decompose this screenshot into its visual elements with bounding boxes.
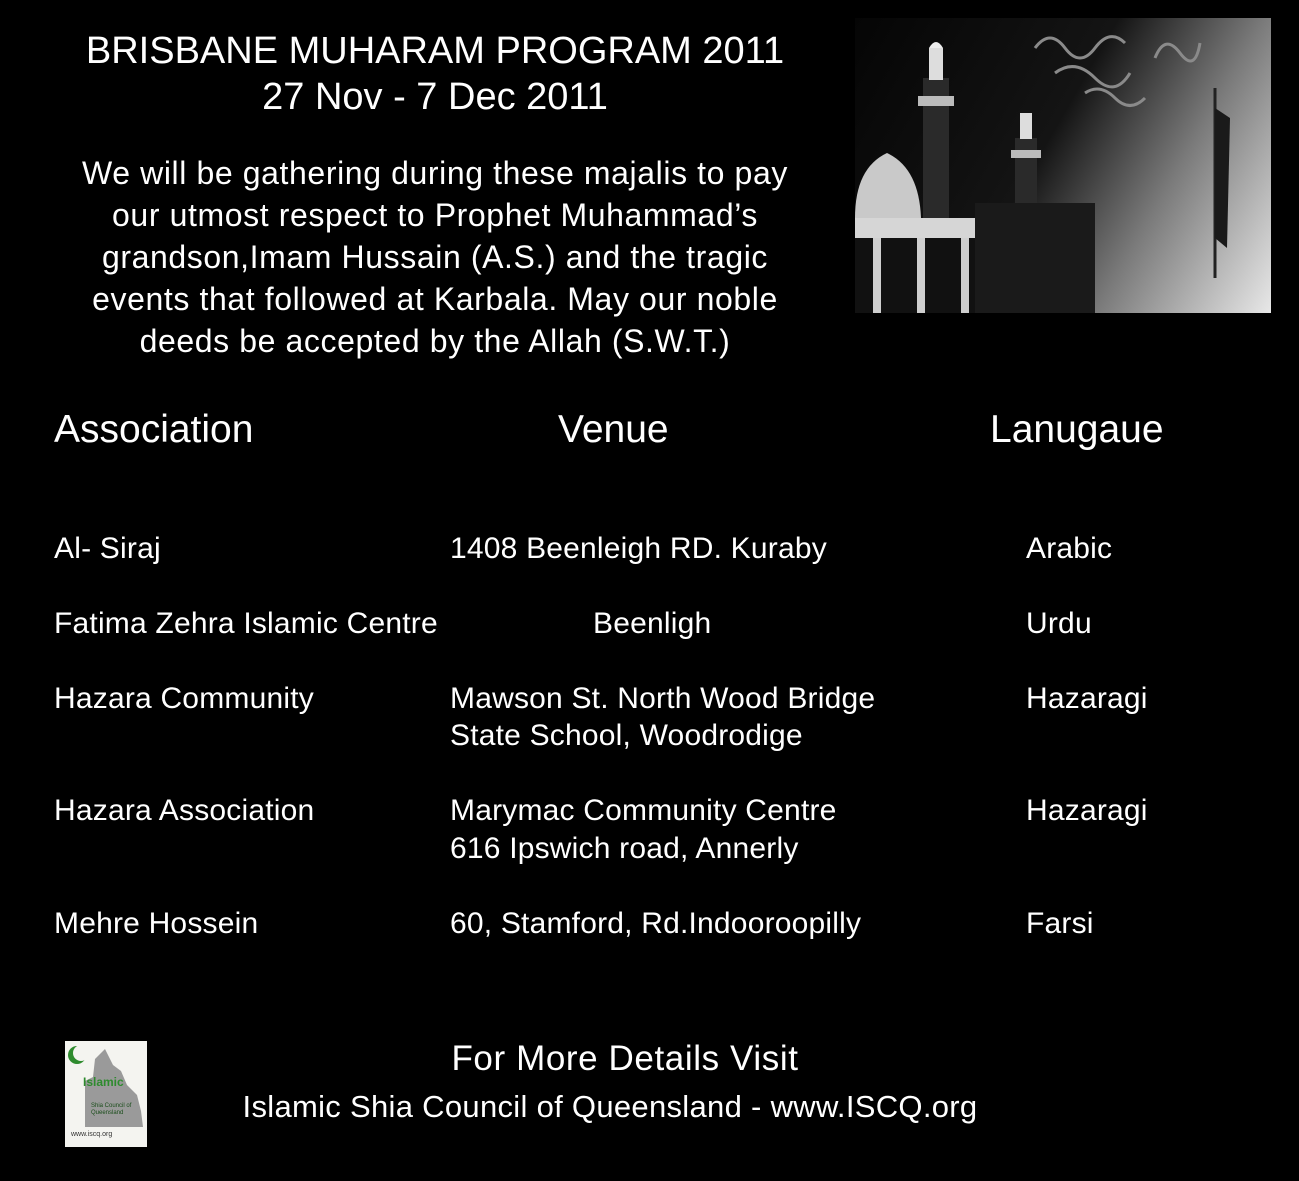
- intro-paragraph: [15, 152, 855, 362]
- footer-website[interactable]: Islamic Shia Council of Queensland - www.ISCQ.org: [242, 1089, 978, 1124]
- intro-line: deeds be accepted by the Allah (S.W.T.): [139, 323, 731, 359]
- association-cell: Mehre Hossein: [54, 907, 259, 940]
- footer-more-details: For More Details Visit: [451, 1039, 799, 1078]
- header-association: Association: [54, 408, 254, 451]
- association-cell: Hazara Community: [54, 682, 314, 715]
- dome-icon: [855, 153, 921, 218]
- venue-cell-line2: State School, Woodrodige: [450, 719, 803, 752]
- venue-cell: 60, Stamford, Rd.Indooroopilly: [450, 907, 862, 940]
- venue-cell: Marymac Community Centre: [450, 794, 837, 827]
- intro-line: grandson,Imam Hussain (A.S.) and the tragic: [101, 239, 769, 275]
- page-title: [10, 28, 860, 120]
- calligraphy-icon: [1035, 37, 1200, 106]
- language-cell: Farsi: [1026, 907, 1094, 940]
- header-language: Lanugaue: [990, 408, 1164, 451]
- association-cell: Hazara Association: [54, 794, 315, 827]
- language-cell: Arabic: [1026, 532, 1113, 565]
- association-cell: Fatima Zehra Islamic Centre: [54, 607, 438, 640]
- venue-cell: Mawson St. North Wood Bridge: [450, 682, 876, 715]
- language-cell: Urdu: [1026, 607, 1092, 640]
- venue-cell-line2: 616 Ipswich road, Annerly: [450, 832, 799, 865]
- venue-cell: Beenligh: [593, 607, 712, 640]
- logo-subtitle: Shia Council of Queensland: [91, 1103, 132, 1116]
- association-cell: Al- Siraj: [54, 532, 161, 565]
- shrine-photo: [855, 18, 1271, 313]
- intro-line: our utmost respect to Prophet Muhammad’s: [112, 197, 758, 233]
- title-line-1: BRISBANE MUHARAM PROGRAM 2011: [85, 30, 785, 72]
- intro-line: We will be gathering during these majalis to pay: [82, 155, 788, 191]
- venue-cell: 1408 Beenleigh RD. Kuraby: [450, 532, 827, 565]
- header-venue: Venue: [558, 408, 669, 451]
- logo-word: Islamic: [83, 1075, 124, 1089]
- logo-url: www.iscq.org: [71, 1131, 113, 1138]
- iscq-logo: [65, 1041, 147, 1147]
- shrine-illustration: [855, 18, 1271, 313]
- flag-icon: [1215, 108, 1230, 248]
- language-cell: Hazaragi: [1026, 794, 1148, 827]
- intro-line: events that followed at Karbala. May our noble: [92, 281, 778, 317]
- title-line-2: 27 Nov - 7 Dec 2011: [262, 76, 608, 118]
- language-cell: Hazaragi: [1026, 682, 1148, 715]
